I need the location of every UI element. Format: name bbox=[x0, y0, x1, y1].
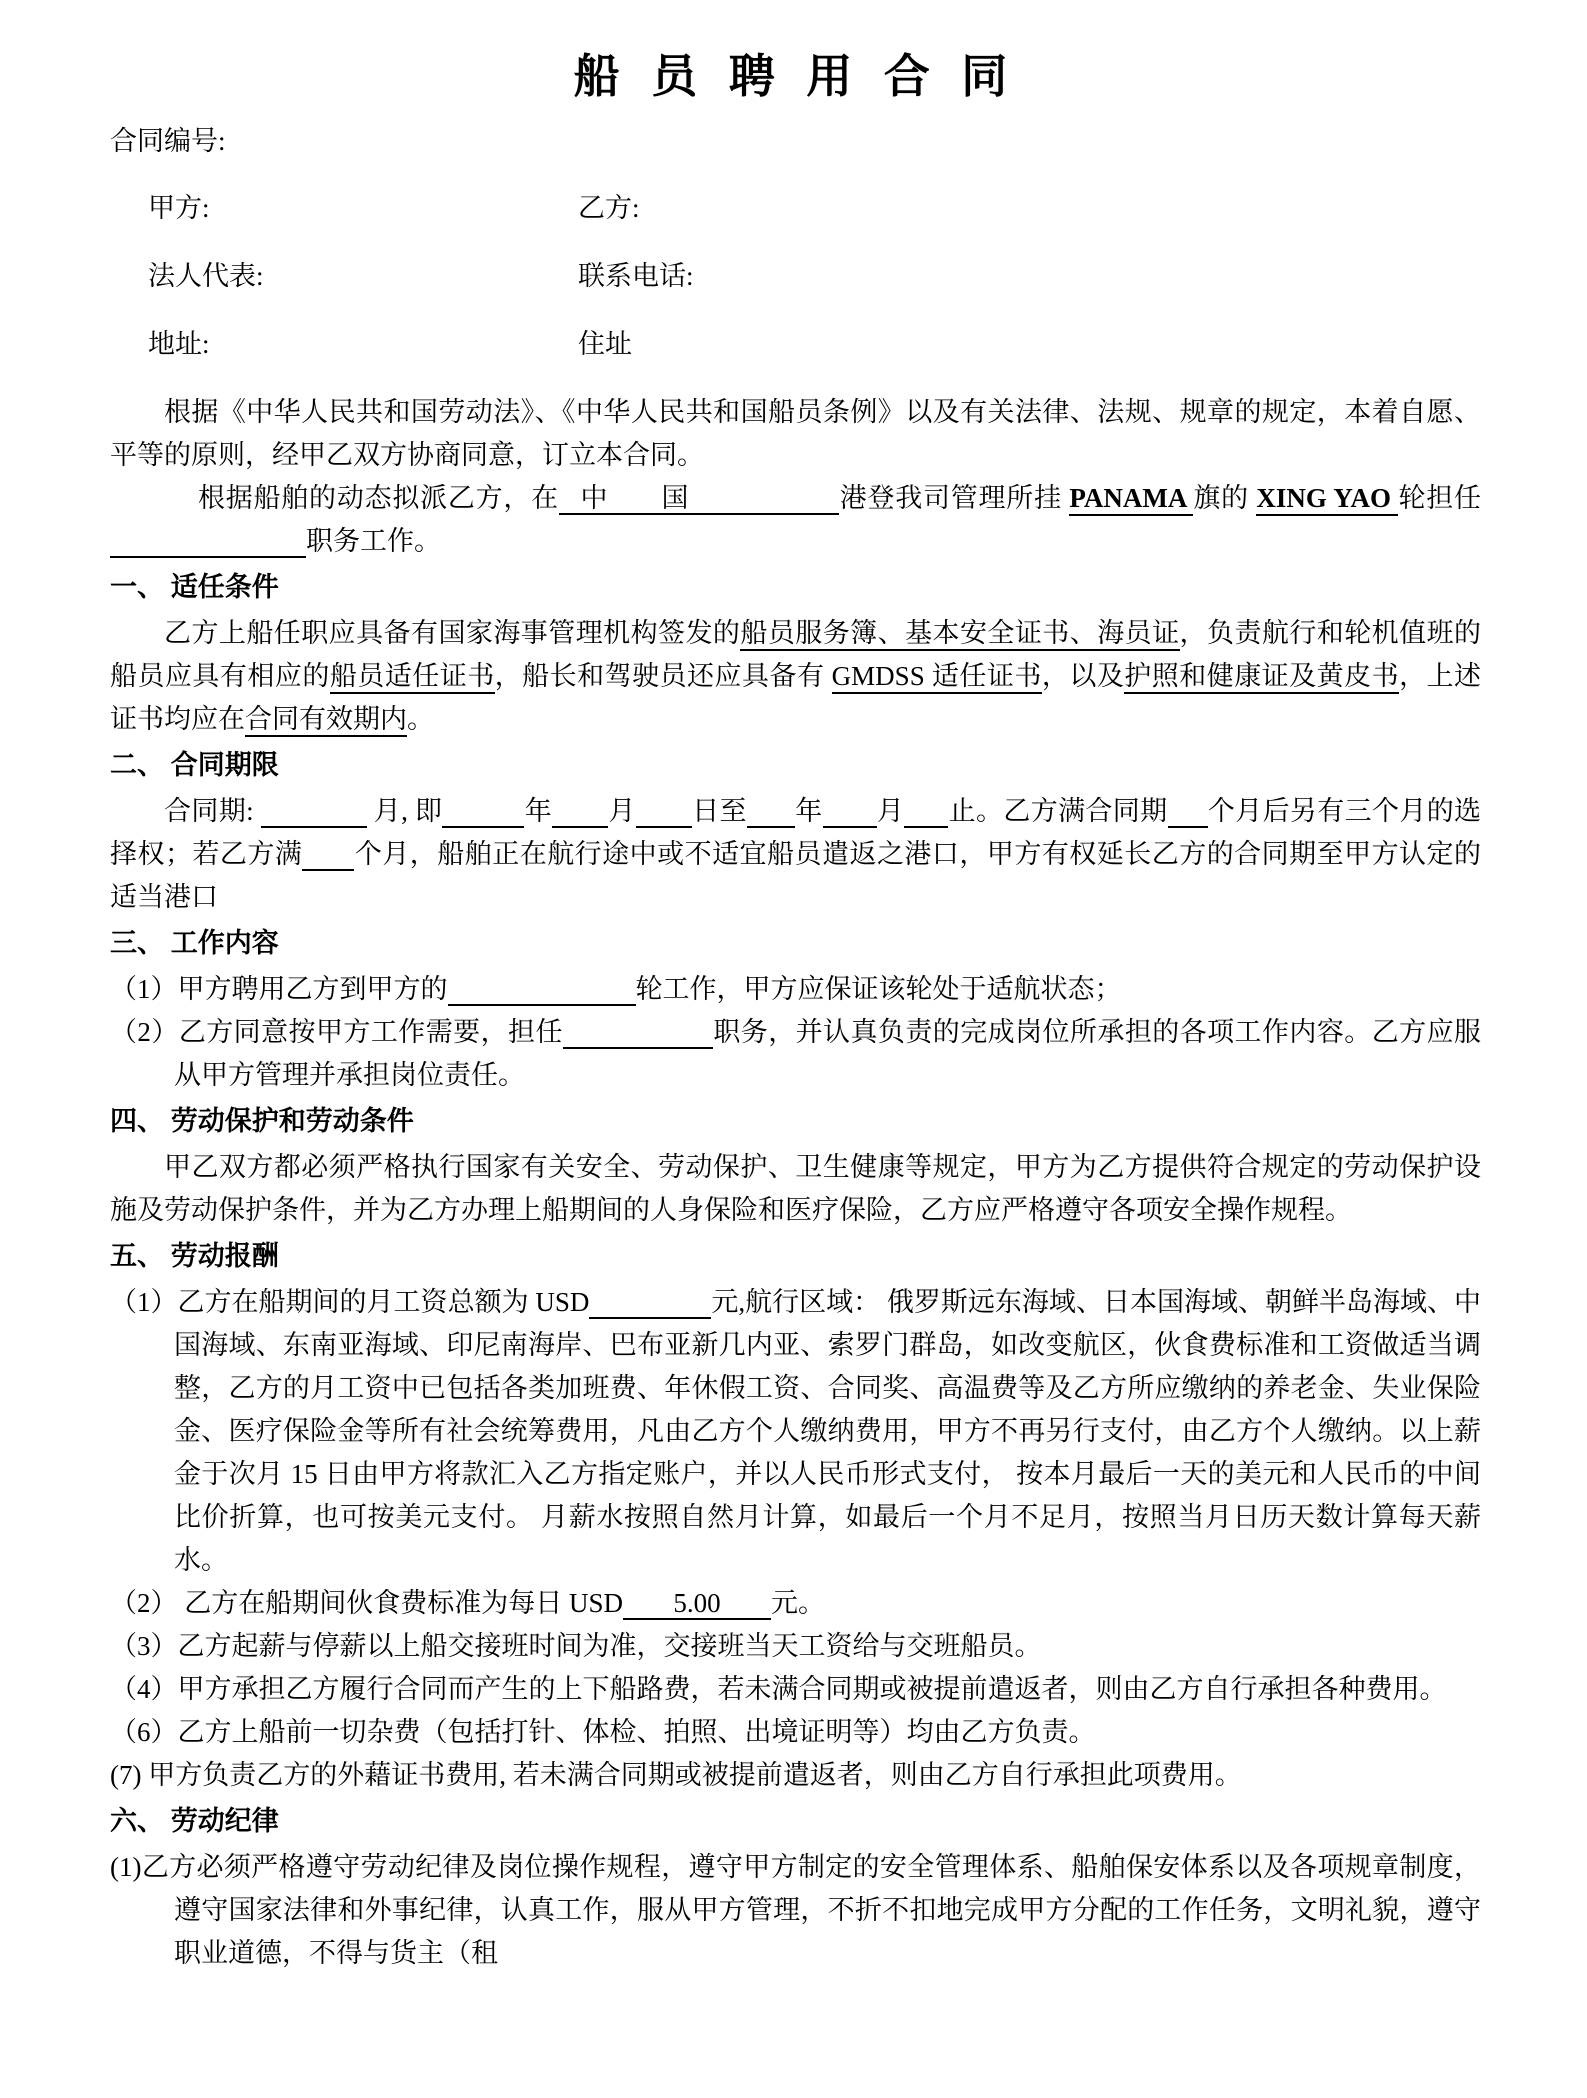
underlined-text: 船员服务簿、基本安全证书、海员证 bbox=[740, 618, 1179, 651]
page-title: 船 员 聘 用 合 同 bbox=[573, 51, 1018, 102]
underlined-text: 船员适任证书 bbox=[330, 661, 495, 694]
text-run: ，船长和驾驶员还应具备有 bbox=[494, 661, 832, 691]
fill-in-blank[interactable] bbox=[721, 483, 839, 515]
section-5-item-4 bbox=[110, 1668, 1481, 1711]
section-3-item-2 bbox=[110, 1011, 1481, 1097]
text-run: 轮担任 bbox=[1398, 483, 1481, 513]
section-5-item-3 bbox=[110, 1625, 1481, 1668]
item-marker: （2） bbox=[110, 1017, 179, 1047]
section-4-paragraph bbox=[110, 1146, 1481, 1232]
fill-in-blank[interactable] bbox=[552, 796, 608, 828]
item-marker: （6） bbox=[110, 1717, 178, 1747]
item-marker: （2） bbox=[110, 1588, 185, 1618]
item-marker: （1） bbox=[110, 1287, 178, 1317]
underlined-text: PANAMA bbox=[1069, 483, 1193, 516]
text-run: 根据船舶的动态拟派乙方，在 bbox=[198, 483, 559, 513]
text-run: 轮工作，甲方应保证该轮处于适航状态； bbox=[635, 974, 1122, 1004]
text-run: 甲乙双方都必须严格执行国家有关安全、劳动保护、卫生健康等规定，甲方为乙方提供符合规定的劳动保护设施及劳动保护条件，并为乙方办理上船期间的人身保险和医疗保险，乙方应严格遵守各项安全操作规程。 bbox=[110, 1152, 1481, 1225]
text-run: 。 bbox=[407, 704, 434, 734]
text-run: 乙方起薪与停薪以上船交接班时间为准，交接班当天工资给与交班船员。 bbox=[177, 1631, 1042, 1661]
text-run: 旗的 bbox=[1193, 483, 1257, 513]
text-run: 甲方负责乙方的外藉证书费用, 若未满合同期或被提前遣返者，则由乙方自行承担此项费用。 bbox=[148, 1760, 1242, 1790]
section-2-paragraph bbox=[110, 790, 1481, 919]
text-run: ，负责航行和轮机值班的船员应具有相应的 bbox=[110, 618, 1482, 691]
item-marker: (7) bbox=[110, 1760, 149, 1790]
item-marker: （1） bbox=[110, 974, 178, 1004]
text-run: 港登我司管理所挂 bbox=[838, 483, 1070, 513]
text-run: 元,航行区域： 俄罗斯远东海域、日本国海域、朝鲜半岛海域、中国海域、东南亚海域、印尼南海岸、巴布亚新几内亚、索罗门群岛，如改变航区，伙食费标准和工资做适当调整，乙方的月工资中已包括各类加班费、年休假工资、合同奖、高温费等及乙方所应缴纳的养老金、失业保险金、医疗保险金等所有社会统筹费用，凡由乙方个人缴纳费用，甲方不再另行支付，由乙方个人缴纳。以上薪金于次月 15 日由甲方将款汇入乙方指定账户，并以人民币形式支付， 按本月最后一天的美元和人民币的中间比价折算，也可按美元支付。 月薪水按照自然月计算，如最后一个月不足月，按照当月日历天数计算每天薪水。 bbox=[174, 1287, 1482, 1575]
intro-paragraph bbox=[110, 391, 1481, 477]
text-run: 甲方承担乙方履行合同而产生的上下船路费，若未满合同期或被提前遣返者，则由乙方自行承担各种费用。 bbox=[177, 1674, 1447, 1704]
item-marker: （3） bbox=[110, 1631, 178, 1661]
underlined-text: GMDSS 适任证书 bbox=[832, 661, 1042, 694]
section-5-item-2 bbox=[110, 1582, 1481, 1625]
section-3-item-1 bbox=[110, 968, 1481, 1011]
contract-number-label: 合同编号: bbox=[110, 126, 226, 156]
text-run: ，上述证书均应在 bbox=[110, 661, 1482, 734]
text-run: 个月后另有三个月的选择权；若乙方满 bbox=[110, 796, 1482, 869]
fill-in-blank[interactable] bbox=[747, 796, 795, 828]
fill-in-blank[interactable]: 5.00 bbox=[623, 1588, 771, 1620]
text-run: 个月，船舶正在航行途中或不适宜船员遣返之港口，甲方有权延长乙方的合同期至甲方认定的适当港口 bbox=[110, 839, 1482, 912]
assignment-paragraph bbox=[110, 477, 1481, 563]
section-3-heading: 三、 工作内容 bbox=[110, 928, 279, 958]
party-row bbox=[110, 255, 1481, 298]
text-run: 元。 bbox=[771, 1588, 826, 1618]
fill-in-blank[interactable] bbox=[442, 796, 524, 828]
party-row bbox=[110, 187, 1481, 230]
text-run: 根据《中华人民共和国劳动法》、《中华人民共和国船员条例》以及有关法律、法规、规章的规定，本着自愿、平等的原则，经甲乙双方协商同意，订立本合同。 bbox=[110, 397, 1481, 470]
section-5-item-7 bbox=[110, 1754, 1481, 1797]
underlined-text: 合同有效期内 bbox=[245, 704, 407, 737]
text-run: 合同期: bbox=[164, 796, 261, 826]
fill-in-blank[interactable] bbox=[1168, 796, 1208, 828]
fill-in-blank[interactable]: 中 bbox=[559, 483, 629, 515]
fill-in-blank[interactable] bbox=[110, 526, 306, 558]
item-marker: (1) bbox=[110, 1852, 142, 1882]
item-marker: （4） bbox=[110, 1674, 178, 1704]
text-run: 年 bbox=[794, 796, 823, 826]
section-5-item-6 bbox=[110, 1711, 1481, 1754]
fill-in-blank[interactable]: 国 bbox=[629, 483, 721, 515]
text-run: 乙方必须严格遵守劳动纪律及岗位操作规程，遵守甲方制定的安全管理体系、船舶保安体系以及各项规章制度，遵守国家法律和外事纪律，认真工作，服从甲方管理，不折不扣地完成甲方分配的工作任务，文明礼貌，遵守职业道德，不得与货主（租 bbox=[141, 1852, 1481, 1968]
section-1-paragraph bbox=[110, 612, 1481, 741]
text-run: 乙方在船期间的月工资总额为 USD bbox=[177, 1287, 590, 1317]
document-body bbox=[110, 391, 1481, 1975]
fill-in-blank[interactable] bbox=[589, 1287, 711, 1319]
text-run: 月, 即 bbox=[366, 796, 443, 826]
party-b-label: 乙方: bbox=[578, 193, 640, 223]
text-run: 乙方上船前一切杂费（包括打针、体检、拍照、出境证明等）均由乙方负责。 bbox=[177, 1717, 1096, 1747]
fill-in-blank[interactable] bbox=[302, 839, 354, 871]
text-run: 职务工作。 bbox=[306, 526, 441, 556]
section-6-item-1 bbox=[110, 1846, 1481, 1975]
fill-in-blank[interactable] bbox=[448, 974, 636, 1006]
text-run: 月 bbox=[608, 796, 636, 826]
text-run: 职务，并认真负责的完成岗位所承担的各项工作内容。乙方应服从甲方管理并承担岗位责任。 bbox=[174, 1017, 1482, 1090]
text-run: 月 bbox=[876, 796, 905, 826]
address-label: 地址: bbox=[148, 329, 210, 359]
section-2-heading: 二、 合同期限 bbox=[110, 750, 279, 780]
fill-in-blank[interactable] bbox=[636, 796, 692, 828]
contact-phone-label: 联系电话: bbox=[578, 261, 694, 291]
text-run: 年 bbox=[524, 796, 553, 826]
fill-in-blank[interactable] bbox=[823, 796, 877, 828]
underlined-text: XING YAO bbox=[1256, 483, 1398, 516]
fill-in-blank[interactable] bbox=[563, 1017, 713, 1049]
text-run: 甲方聘用乙方到甲方的 bbox=[177, 974, 448, 1004]
text-run: 乙方在船期间伙食费标准为每日 USD bbox=[184, 1588, 624, 1618]
text-run: 日至 bbox=[691, 796, 747, 826]
party-a-label: 甲方: bbox=[148, 193, 210, 223]
party-row bbox=[110, 323, 1481, 366]
legal-representative-label: 法人代表: bbox=[148, 261, 264, 291]
fill-in-blank[interactable] bbox=[261, 796, 367, 828]
text-run: 止。乙方满合同期 bbox=[948, 796, 1168, 826]
underlined-text: 护照和健康证及黄皮书 bbox=[1124, 661, 1399, 694]
section-4-heading: 四、 劳动保护和劳动条件 bbox=[110, 1106, 414, 1136]
text-run: ，以及 bbox=[1041, 661, 1125, 691]
residence-label: 住址 bbox=[578, 329, 632, 359]
section-1-heading: 一、 适任条件 bbox=[110, 572, 279, 602]
section-5-item-1 bbox=[110, 1281, 1481, 1582]
section-6-heading: 六、 劳动纪律 bbox=[110, 1806, 279, 1836]
fill-in-blank[interactable] bbox=[904, 796, 948, 828]
section-5-heading: 五、 劳动报酬 bbox=[110, 1241, 279, 1271]
text-run: 乙方同意按甲方工作需要，担任 bbox=[178, 1017, 563, 1047]
text-run: 乙方上船任职应具备有国家海事管理机构签发的 bbox=[164, 618, 741, 648]
